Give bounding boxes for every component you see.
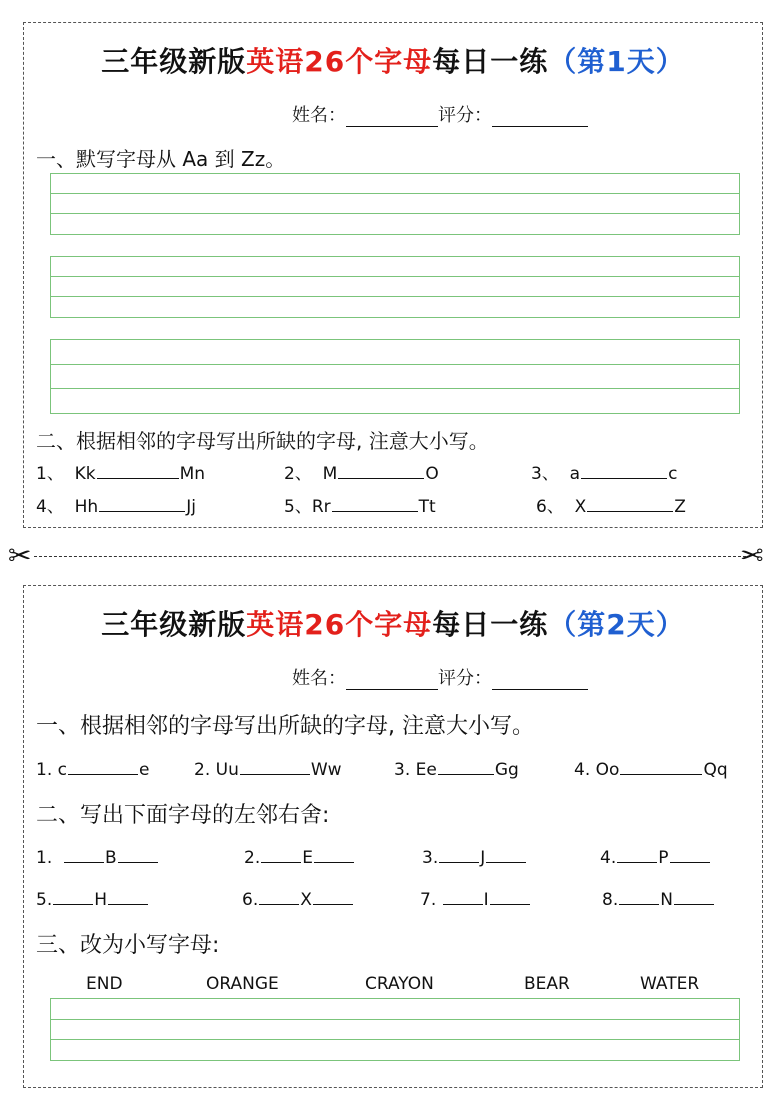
scissors-icon: ✂ [740,539,764,572]
answer-blank[interactable] [670,846,710,863]
question-item: 3、 a c [531,464,678,484]
answer-blank[interactable] [619,888,659,905]
question-item: 8. N [602,888,715,910]
word-item: ORANGE [206,974,279,994]
answer-blank[interactable] [53,888,93,905]
word-item: BEAR [524,974,570,994]
score-field[interactable] [492,106,588,127]
answer-blank[interactable] [64,846,104,863]
answer-blank[interactable] [118,846,158,863]
answer-blank[interactable] [486,846,526,863]
question-item: 6. X [242,888,354,910]
cut-line [34,556,746,557]
answer-blank[interactable] [259,888,299,905]
writing-lines[interactable] [50,173,740,235]
answer-blank[interactable] [490,888,530,905]
question-item: 2. Uu Ww [194,760,342,780]
word-item: END [86,974,123,994]
writing-lines[interactable] [50,339,740,414]
title-day2: 三年级新版英语26个字母每日一练（第2天） [101,608,685,641]
question-item: 3. J [422,846,527,868]
question-item: 5、Rr Tt [284,497,436,517]
name-field[interactable] [346,106,438,127]
question-item: 4、 Hh Jj [36,497,196,517]
title-day1: 三年级新版英语26个字母每日一练（第1天） [101,45,685,78]
question-item: 2. E [244,846,355,868]
question-item: 1、 Kk Mn [36,464,206,484]
answer-blank[interactable] [438,758,494,775]
answer-blank[interactable] [240,758,310,775]
answer-blank[interactable] [439,846,479,863]
answer-blank[interactable] [674,888,714,905]
question-item: 7. I [420,888,531,910]
answer-blank[interactable] [99,495,185,512]
question-item: 4. P [600,846,711,868]
answer-blank[interactable] [97,462,179,479]
question-item: 1. B [36,846,159,868]
question-item: 1. c e [36,760,150,780]
answer-blank[interactable] [617,846,657,863]
word-item: CRAYON [365,974,434,994]
answer-blank[interactable] [108,888,148,905]
answer-blank[interactable] [332,495,418,512]
score-field[interactable] [492,669,588,690]
question-item: 4. Oo Qq [574,760,728,780]
answer-blank[interactable] [443,888,483,905]
answer-blank[interactable] [68,758,138,775]
question-item: 5. H [36,888,149,910]
answer-blank[interactable] [314,846,354,863]
scissors-icon: ✂ [8,539,32,572]
answer-blank[interactable] [620,758,702,775]
writing-lines[interactable] [50,998,740,1061]
section-heading: 一、根据相邻的字母写出所缺的字母, 注意大小写。 [36,714,534,739]
question-item: 6、 X Z [536,497,686,517]
section-heading: 二、写出下面字母的左邻右舍: [36,803,330,828]
writing-lines[interactable] [50,256,740,318]
answer-blank[interactable] [313,888,353,905]
name-field[interactable] [346,669,438,690]
section-heading: 二、根据相邻的字母写出所缺的字母, 注意大小写。 [36,429,489,453]
name-score-row: 姓名： 评分： [292,664,588,690]
worksheet-day1 [23,22,763,528]
question-item: 2、 M O [284,464,439,484]
answer-blank[interactable] [261,846,301,863]
word-item: WATER [640,974,700,994]
answer-blank[interactable] [338,462,424,479]
name-score-row: 姓名： 评分： [292,101,588,127]
answer-blank[interactable] [581,462,667,479]
section-heading: 三、改为小写字母: [36,933,220,958]
question-item: 3. Ee Gg [394,760,519,780]
section-heading: 一、默写字母从 Aa 到 Zz。 [36,147,286,171]
worksheet-day2 [23,585,763,1088]
answer-blank[interactable] [587,495,673,512]
